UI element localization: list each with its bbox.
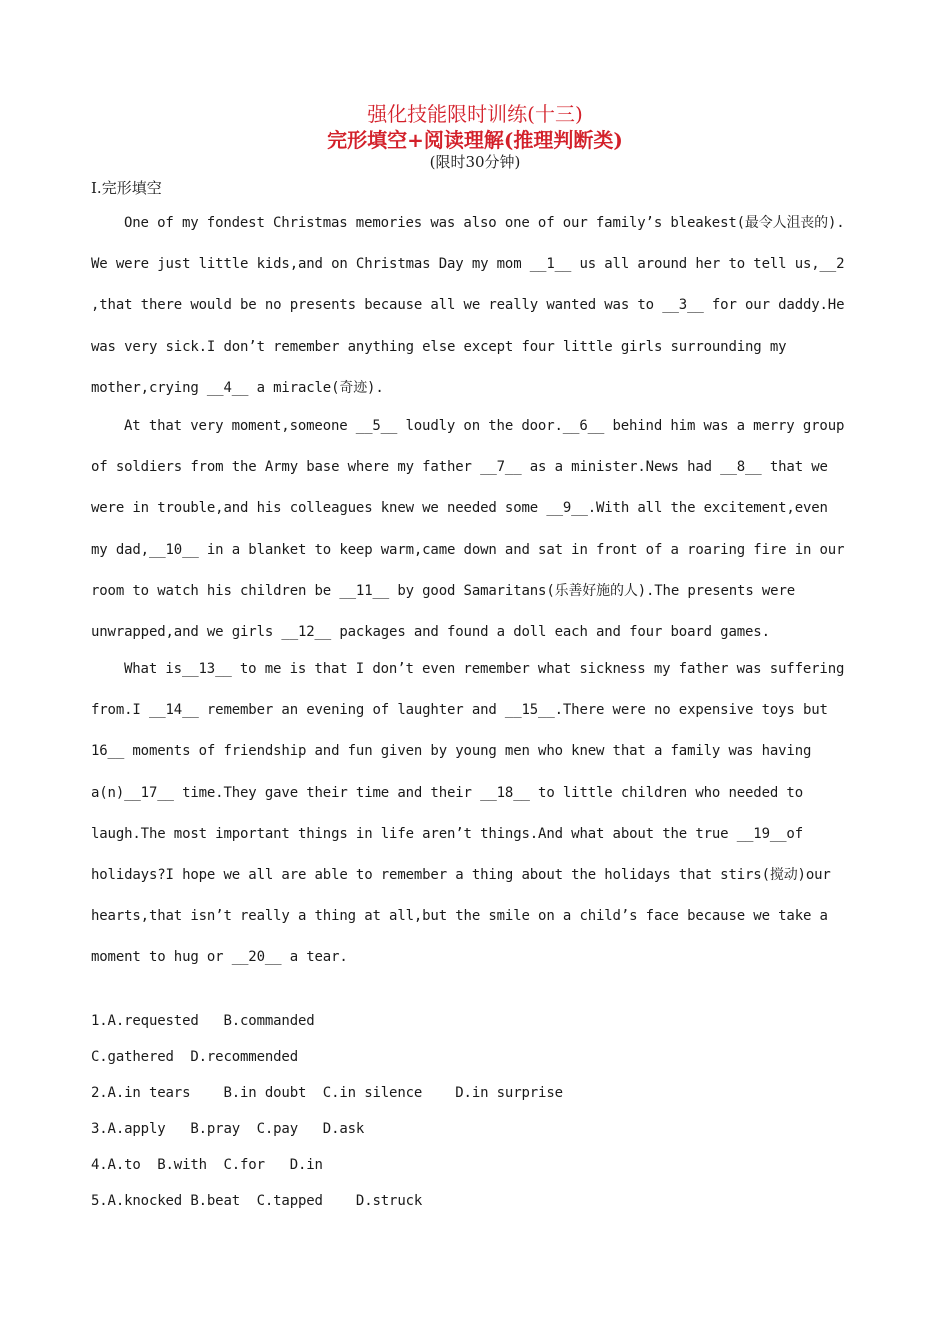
text-line: At that very moment,someone __5__ loudly on the door.__6__ behind him was a merry group xyxy=(124,418,845,434)
text-line: my dad,__10__ in a blanket to keep warm,came down and sat in front of a roaring fire in our xyxy=(91,541,845,558)
option-line: 5.A.knocked B.beat C.tapped D.struck xyxy=(91,1193,423,1209)
text-line: What is__13__ to me is that I don’t even remember what sickness my father was suffering xyxy=(124,661,845,677)
option-line: 4.A.to B.with C.for D.in xyxy=(91,1157,323,1173)
option-line: C.gathered D.recommended xyxy=(91,1049,298,1065)
option-line: 1.A.requested B.commanded xyxy=(91,1013,315,1029)
time-limit: (限时30分钟) xyxy=(429,153,521,171)
paragraph-3 xyxy=(91,649,866,979)
text-line: One of my fondest Christmas memories was also one of our family’s bleakest(最令人沮丧的). xyxy=(124,215,845,231)
text-line: hearts,that isn’t really a thing at all,but the smile on a child’s face because we take a xyxy=(91,908,828,925)
title-line-2: 完形填空+阅读理解(推理判断类) xyxy=(327,128,623,152)
text-line: were in trouble,and his colleagues knew we needed some __9__.With all the excitement,even xyxy=(91,500,828,517)
text-line: moment to hug or __20__ a tear. xyxy=(91,949,348,966)
text-line: ,that there would be no presents because all we really wanted was to __3__ for our daddy.He xyxy=(91,297,845,314)
option-line: 3.A.apply B.pray C.pay D.ask xyxy=(91,1121,365,1137)
option-line: 2.A.in tears B.in doubt C.in silence D.in surprise xyxy=(91,1085,563,1101)
paragraph-1 xyxy=(91,203,866,409)
title-line-1: 强化技能限时训练(十三) xyxy=(367,102,583,126)
text-line: 16__ moments of friendship and fun given by young men who knew that a family was having xyxy=(91,743,812,760)
text-line: We were just little kids,and on Christmas Day my mom __1__ us all around her to tell us,__2 xyxy=(91,256,845,273)
text-line: was very sick.I don’t remember anything else except four little girls surrounding my xyxy=(91,338,787,355)
section-label: I.完形填空 xyxy=(91,179,162,197)
text-line: mother,crying __4__ a miracle(奇迹). xyxy=(91,379,384,396)
text-line: of soldiers from the Army base where my father __7__ as a minister.News had __8__ that we xyxy=(91,459,828,476)
text-line: holidays?I hope we all are able to remember a thing about the holidays that stirs(搅动)our xyxy=(91,866,831,883)
text-line: room to watch his children be __11__ by good Samaritans(乐善好施的人).The presents were xyxy=(91,582,796,599)
options-list xyxy=(91,1010,563,1226)
text-line: laugh.The most important things in life aren’t things.And what about the true __19__of xyxy=(91,825,803,842)
text-line: from.I __14__ remember an evening of laughter and __15__.There were no expensive toys but xyxy=(91,702,828,719)
paragraph-2 xyxy=(91,406,866,653)
text-line: unwrapped,and we girls __12__ packages and found a doll each and four board games. xyxy=(91,623,770,640)
text-line: a(n)__17__ time.They gave their time and their __18__ to little children who needed to xyxy=(91,784,803,801)
